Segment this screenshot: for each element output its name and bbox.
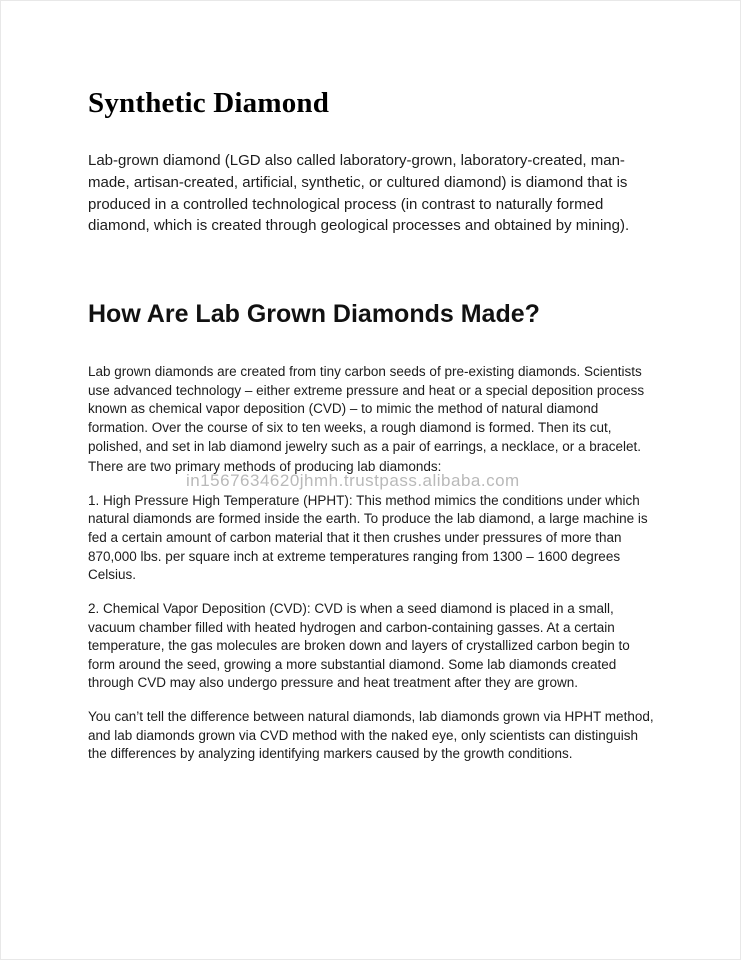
page-title: Synthetic Diamond <box>88 87 330 119</box>
intro-paragraph: Lab-grown diamond (LGD also called laboratory-grown, laboratory-created, man-made, artisan-created, artificial, synthetic, or cultured diamond) is diamond that is produced in a controlled technological process (in contrast to naturally formed diamond, which is created through geological processes and obtained by mining). <box>88 152 630 235</box>
paragraph-two-methods-leadin: There are two primary methods of producing lab diamonds: <box>88 459 442 475</box>
paragraph-cvd-method: 2. Chemical Vapor Deposition (CVD): CVD is when a seed diamond is placed in a small, vacuum chamber filled with heated hydrogen and carbon-containing gasses. At a certain temperature, the gas molecules are broken down and layers of crystallized carbon begin to form around the seed, growing a more substantial diamond. Some lab diamonds created through CVD may also undergo pressure and heat treatment after they are grown. <box>88 600 630 691</box>
watermark-text: in1567634620jhmh.trustpass.alibaba.com <box>186 471 520 490</box>
document-content <box>88 1 655 764</box>
paragraph-comparison: You can’t tell the difference between natural diamonds, lab diamonds grown via HPHT method, and lab diamonds grown via CVD method with the naked eye, only scientists can distinguish the differences by analyzing identifying markers caused by the growth conditions. <box>88 709 654 762</box>
paragraph-hpht-method: 1. High Pressure High Temperature (HPHT): This method mimics the conditions under which natural diamonds are formed inside the earth. To produce the lab diamond, a large machine is fed a certain amount of carbon material that it then crushes under pressures of more than 870,000 lbs. per square inch at extreme temperatures ranging from 1300 – 1600 degrees Celsius. <box>88 492 648 583</box>
section-heading: How Are Lab Grown Diamonds Made? <box>88 300 540 328</box>
paragraph-how-made: Lab grown diamonds are created from tiny carbon seeds of pre-existing diamonds. Scientists use advanced technology – either extreme pressure and heat or a special deposition process known as chemical vapor deposition (CVD) – to mimic the method of natural diamond formation. Over the course of six to ten weeks, a rough diamond is formed. Then its cut, polished, and set in lab diamond jewelry such as a pair of earrings, a necklace, or a bracelet. <box>88 364 645 454</box>
